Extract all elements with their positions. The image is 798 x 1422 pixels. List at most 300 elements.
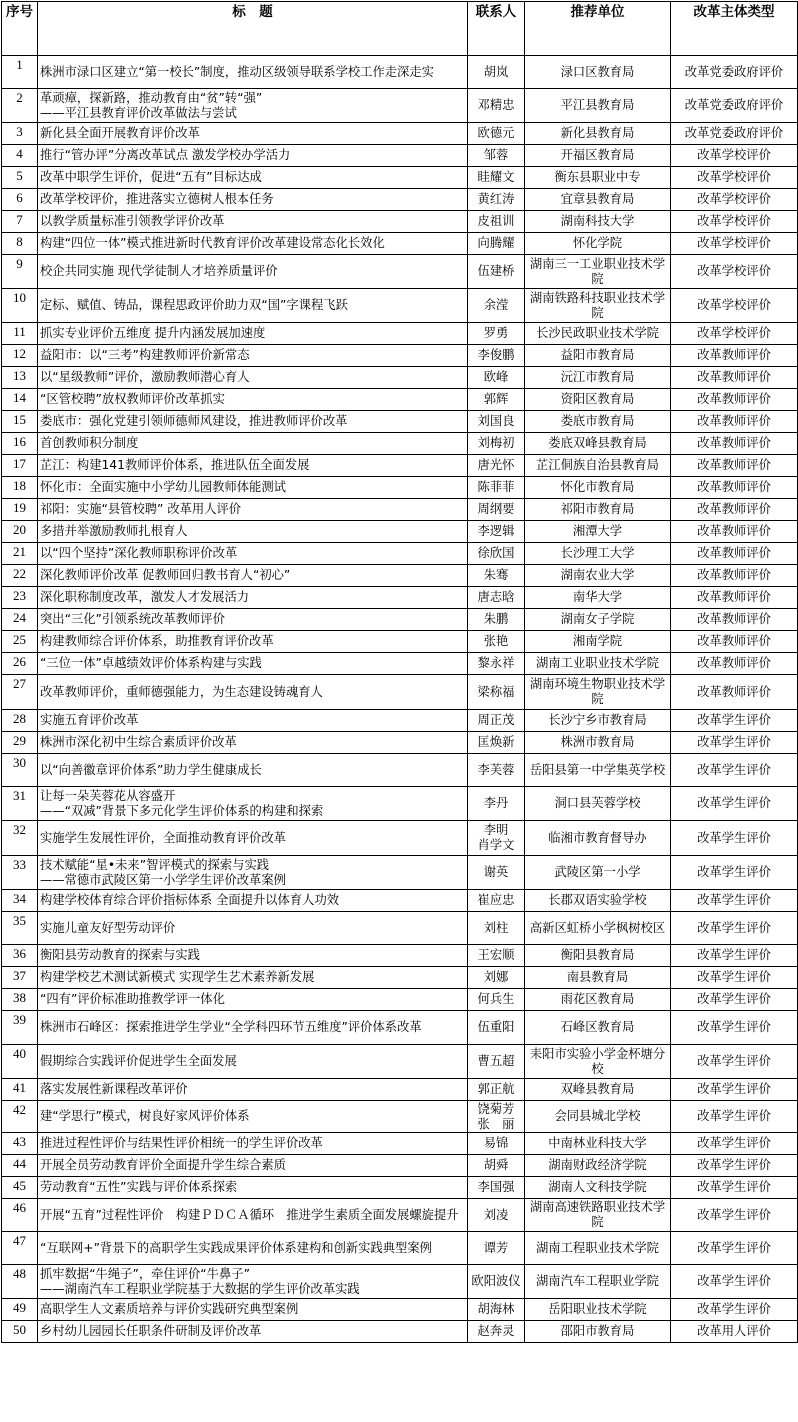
row-unit: 益阳市教育局 (525, 345, 671, 367)
row-title-text: “四有”评价标准助推教学评一体化 (40, 992, 225, 1006)
row-contact: 黄红涛 (468, 189, 525, 211)
table-row (2, 123, 798, 145)
row-number: 27 (2, 675, 38, 710)
row-contact: 曹五超 (468, 1045, 525, 1079)
row-title-text: 新化县全面开展教育评价改革 (40, 126, 200, 140)
row-title-text: 构建学校体育综合评价指标体系 全面提升以体育人功效 (40, 893, 340, 907)
row-unit: 资阳区教育局 (525, 389, 671, 411)
row-title-text: 突出“三化”引领系统改革教师评价 (40, 612, 225, 626)
row-contact: 刘柱 (468, 912, 525, 945)
row-number: 3 (2, 123, 38, 145)
row-type: 改革学生评价 (671, 1299, 798, 1321)
row-unit: 石峰区教育局 (525, 1011, 671, 1045)
row-number: 28 (2, 710, 38, 732)
row-contact: 唐志晗 (468, 587, 525, 609)
row-title (38, 189, 468, 211)
row-title-text: 假期综合实践评价促进学生全面发展 (40, 1054, 237, 1068)
row-number: 35 (2, 912, 38, 945)
row-type: 改革党委政府评价 (671, 56, 798, 89)
row-title-text: 株洲市深化初中生综合素质评价改革 (40, 735, 237, 749)
row-number: 33 (2, 856, 38, 890)
row-title-text: “区管校聘”放权教师评价改革抓实 (40, 392, 225, 406)
row-number: 23 (2, 587, 38, 609)
row-unit: 湖南女子学院 (525, 609, 671, 631)
row-contact: 邓精忠 (468, 89, 525, 123)
table-row (2, 732, 798, 754)
row-title-text: 乡村幼儿园园长任职条件研制及评价改革 (40, 1324, 262, 1338)
row-title (38, 499, 468, 521)
row-unit: 开福区教育局 (525, 145, 671, 167)
row-title-text: “三位一体”卓越绩效评价体系构建与实践 (40, 656, 262, 670)
row-type: 改革党委政府评价 (671, 89, 798, 123)
table-row (2, 631, 798, 653)
row-contact: 黎永祥 (468, 653, 525, 675)
row-type: 改革学生评价 (671, 1177, 798, 1199)
row-contact: 胡岚 (468, 56, 525, 89)
row-unit: 湖南工程职业技术学院 (525, 1232, 671, 1265)
row-contact: 周纲要 (468, 499, 525, 521)
row-number: 43 (2, 1133, 38, 1155)
row-type: 改革教师评价 (671, 455, 798, 477)
row-type: 改革教师评价 (671, 389, 798, 411)
row-type: 改革学生评价 (671, 821, 798, 856)
row-number: 7 (2, 211, 38, 233)
row-number: 13 (2, 367, 38, 389)
row-contact: 刘国良 (468, 411, 525, 433)
row-title (38, 967, 468, 989)
row-type: 改革教师评价 (671, 345, 798, 367)
row-title (38, 732, 468, 754)
row-contact: 刘娜 (468, 967, 525, 989)
row-title (38, 1079, 468, 1101)
row-type: 改革教师评价 (671, 477, 798, 499)
row-unit: 邵阳市教育局 (525, 1321, 671, 1343)
table-row (2, 1265, 798, 1299)
row-title-text: 深化教师评价改革 促教师回归教书育人“初心” (40, 568, 291, 582)
row-unit: 湖南人文科技学院 (525, 1177, 671, 1199)
row-unit: 衡东县职业中专 (525, 167, 671, 189)
row-title (38, 890, 468, 912)
row-contact: 伍重阳 (468, 1011, 525, 1045)
row-unit: 长郡双语实验学校 (525, 890, 671, 912)
row-title (38, 1155, 468, 1177)
row-title-text: 实施儿童友好型劳动评价 (40, 920, 176, 935)
table-row (2, 989, 798, 1011)
row-contact: 郭辉 (468, 389, 525, 411)
row-type: 改革教师评价 (671, 521, 798, 543)
row-title (38, 1232, 468, 1265)
row-number: 30 (2, 754, 38, 787)
row-title (38, 787, 468, 821)
row-contact: 何兵生 (468, 989, 525, 1011)
row-title (38, 543, 468, 565)
table-row (2, 609, 798, 631)
row-type: 改革学生评价 (671, 754, 798, 787)
row-subtitle-text: ——平江县教育评价改革做法与尝试 (40, 105, 237, 120)
table-row (2, 1155, 798, 1177)
row-unit: 衡阳县教育局 (525, 945, 671, 967)
table-row (2, 433, 798, 455)
row-number: 44 (2, 1155, 38, 1177)
row-contact: 向腾耀 (468, 233, 525, 255)
row-title (38, 1177, 468, 1199)
row-title (38, 945, 468, 967)
row-number: 18 (2, 477, 38, 499)
row-title-text: 构建教师综合评价体系，助推教育评价改革 (40, 634, 274, 648)
row-number: 50 (2, 1321, 38, 1343)
row-type: 改革学校评价 (671, 289, 798, 323)
row-number: 21 (2, 543, 38, 565)
row-number: 26 (2, 653, 38, 675)
row-type: 改革学生评价 (671, 912, 798, 945)
row-title-text: 构建学校艺术测试新模式 实现学生艺术素养新发展 (40, 970, 315, 984)
row-type: 改革学生评价 (671, 1155, 798, 1177)
row-unit: 芷江侗族自治县教育局 (525, 455, 671, 477)
row-number: 42 (2, 1101, 38, 1133)
case-list-table (1, 1, 798, 1343)
row-unit: 宜章县教育局 (525, 189, 671, 211)
row-title (38, 1101, 468, 1133)
row-title (38, 856, 468, 890)
row-unit: 新化县教育局 (525, 123, 671, 145)
row-title (38, 609, 468, 631)
table-row (2, 56, 798, 89)
row-type: 改革教师评价 (671, 499, 798, 521)
row-unit: 岳阳职业技术学院 (525, 1299, 671, 1321)
row-contact: 李丹 (468, 787, 525, 821)
row-type: 改革学生评价 (671, 890, 798, 912)
row-title (38, 587, 468, 609)
row-contact: 邹蓉 (468, 145, 525, 167)
row-number: 15 (2, 411, 38, 433)
row-type: 改革学校评价 (671, 167, 798, 189)
row-title-text: 落实发展性新课程改革评价 (40, 1082, 188, 1096)
row-title (38, 123, 468, 145)
row-title-text: 开展全员劳动教育评价全面提升学生综合素质 (40, 1158, 286, 1172)
row-title (38, 989, 468, 1011)
table-row (2, 289, 798, 323)
row-contact: 刘凌 (468, 1199, 525, 1232)
row-number: 36 (2, 945, 38, 967)
table-row (2, 477, 798, 499)
row-contact: 欧阳波仪 (468, 1265, 525, 1299)
row-number: 48 (2, 1265, 38, 1299)
row-unit: 湖南工业职业技术学院 (525, 653, 671, 675)
row-number: 9 (2, 255, 38, 289)
row-title-text: 多措并举激励教师扎根育人 (40, 524, 188, 538)
table-row (2, 1045, 798, 1079)
row-title (38, 912, 468, 945)
row-contact: 唐光怀 (468, 455, 525, 477)
row-type: 改革教师评价 (671, 653, 798, 675)
row-unit: 武陵区第一小学 (525, 856, 671, 890)
row-title-text: 首创教师积分制度 (40, 436, 139, 450)
table-row (2, 821, 798, 856)
header-title: 标 题 (38, 2, 468, 56)
row-number: 11 (2, 323, 38, 345)
row-title (38, 1299, 468, 1321)
row-type: 改革学生评价 (671, 1199, 798, 1232)
row-title-text: 祁阳：实施“县管校聘” 改革用人评价 (40, 502, 242, 516)
table-row (2, 675, 798, 710)
row-contact: 胡海林 (468, 1299, 525, 1321)
table-row (2, 565, 798, 587)
row-number: 37 (2, 967, 38, 989)
row-contact: 朱骞 (468, 565, 525, 587)
row-contact: 赵奔灵 (468, 1321, 525, 1343)
row-title (38, 521, 468, 543)
row-title-text: 建“学思行”模式，树良好家风评价体系 (40, 1109, 250, 1123)
row-unit: 湖南农业大学 (525, 565, 671, 587)
table-row (2, 89, 798, 123)
table-row (2, 211, 798, 233)
row-number: 39 (2, 1011, 38, 1045)
row-contact: 徐欣国 (468, 543, 525, 565)
row-unit: 会同县城北学校 (525, 1101, 671, 1133)
row-title (38, 211, 468, 233)
row-title-text: 高职学生人文素质培养与评价实践研究典型案例 (40, 1302, 299, 1316)
row-unit: 耒阳市实验小学金杯塘分校 (525, 1045, 671, 1079)
row-contact: 王宏顺 (468, 945, 525, 967)
row-title (38, 323, 468, 345)
row-number: 29 (2, 732, 38, 754)
row-unit: 临湘市教育督导办 (525, 821, 671, 856)
row-unit: 双峰县教育局 (525, 1079, 671, 1101)
row-number: 1 (2, 56, 38, 89)
row-title (38, 477, 468, 499)
table-row (2, 787, 798, 821)
row-contact: 李俊鹏 (468, 345, 525, 367)
row-title (38, 1045, 468, 1079)
row-contact: 周正茂 (468, 710, 525, 732)
row-type: 改革学校评价 (671, 211, 798, 233)
row-contact: 眭耀文 (468, 167, 525, 189)
row-number: 38 (2, 989, 38, 1011)
row-type: 改革学校评价 (671, 189, 798, 211)
row-type: 改革教师评价 (671, 587, 798, 609)
row-unit: 南县教育局 (525, 967, 671, 989)
row-type: 改革学生评价 (671, 1079, 798, 1101)
row-title-text: 改革中职学生评价，促进“五有”目标达成 (40, 170, 262, 184)
table-row (2, 145, 798, 167)
row-contact: 欧德元 (468, 123, 525, 145)
table-row (2, 345, 798, 367)
row-unit: 沅江市教育局 (525, 367, 671, 389)
header-row (2, 2, 798, 56)
row-unit: 南华大学 (525, 587, 671, 609)
row-title (38, 289, 468, 323)
table-row (2, 411, 798, 433)
row-contact: 李逻辑 (468, 521, 525, 543)
row-number: 34 (2, 890, 38, 912)
row-unit: 湖南高速铁路职业技术学院 (525, 1199, 671, 1232)
table-row (2, 367, 798, 389)
row-title (38, 389, 468, 411)
table-row (2, 1079, 798, 1101)
row-number: 8 (2, 233, 38, 255)
row-type: 改革学生评价 (671, 945, 798, 967)
row-number: 12 (2, 345, 38, 367)
row-number: 19 (2, 499, 38, 521)
row-title-text: 革顽瘴，探新路，推动教育由“贫”转“强” (40, 90, 263, 105)
row-title (38, 367, 468, 389)
row-title-text: 改革教师评价，重师德强能力，为生态建设铸魂育人 (40, 684, 323, 699)
row-number: 22 (2, 565, 38, 587)
row-number: 5 (2, 167, 38, 189)
table-row (2, 189, 798, 211)
row-contact: 匡焕新 (468, 732, 525, 754)
row-type: 改革学生评价 (671, 1101, 798, 1133)
row-title-text: 开展“五育”过程性评价 构建ＰＤＣＡ循环 推进学生素质全面发展螺旋提升 (40, 1207, 459, 1222)
row-title (38, 631, 468, 653)
row-unit: 怀化学院 (525, 233, 671, 255)
row-contact: 皮祖训 (468, 211, 525, 233)
header-type: 改革主体类型 (671, 2, 798, 56)
table-row (2, 255, 798, 289)
table-row (2, 323, 798, 345)
row-type: 改革用人评价 (671, 1321, 798, 1343)
row-contact: 张艳 (468, 631, 525, 653)
row-contact: 饶菊芳 张 丽 (468, 1101, 525, 1133)
row-number: 10 (2, 289, 38, 323)
table-row (2, 890, 798, 912)
row-title-text: 改革学校评价，推进落实立德树人根本任务 (40, 192, 274, 206)
row-title (38, 89, 468, 123)
row-unit: 湖南汽车工程职业学院 (525, 1265, 671, 1299)
table-row (2, 389, 798, 411)
row-title-text: 以教学质量标准引领教学评价改革 (40, 214, 225, 228)
table-row (2, 587, 798, 609)
row-title-text: 衡阳县劳动教育的探索与实践 (40, 948, 200, 962)
row-unit: 株洲市教育局 (525, 732, 671, 754)
row-title-text: 实施五育评价改革 (40, 713, 139, 727)
row-unit: 洞口县芙蓉学校 (525, 787, 671, 821)
row-title (38, 710, 468, 732)
row-title (38, 455, 468, 477)
row-title (38, 345, 468, 367)
row-contact: 欧峰 (468, 367, 525, 389)
row-title (38, 233, 468, 255)
row-title (38, 433, 468, 455)
row-type: 改革学生评价 (671, 1265, 798, 1299)
row-type: 改革学校评价 (671, 145, 798, 167)
row-title-text: 芷江：构建141教师评价体系，推进队伍全面发展 (40, 458, 310, 472)
row-unit: 岳阳县第一中学集英学校 (525, 754, 671, 787)
row-number: 45 (2, 1177, 38, 1199)
row-type: 改革学校评价 (671, 233, 798, 255)
row-unit: 雨花区教育局 (525, 989, 671, 1011)
row-title-text: “互联网+”背景下的高职学生实践成果评价体系建构和创新实践典型案例 (40, 1240, 432, 1255)
row-title (38, 1321, 468, 1343)
row-contact: 谭芳 (468, 1232, 525, 1265)
row-type: 改革教师评价 (671, 609, 798, 631)
row-type: 改革教师评价 (671, 433, 798, 455)
table-row (2, 912, 798, 945)
table-row (2, 653, 798, 675)
row-title (38, 821, 468, 856)
row-title-text: 实施学生发展性评价，全面推动教育评价改革 (40, 830, 286, 845)
row-type: 改革教师评价 (671, 631, 798, 653)
row-title-text: 以“向善徽章评价体系”助力学生健康成长 (40, 762, 262, 777)
row-unit: 湘南学院 (525, 631, 671, 653)
row-type: 改革教师评价 (671, 367, 798, 389)
row-title (38, 167, 468, 189)
table-row (2, 945, 798, 967)
row-subtitle-text: ——湖南汽车工程职业学院基于大数据的学生评价改革实践 (40, 1281, 360, 1296)
row-number: 4 (2, 145, 38, 167)
row-type: 改革学生评价 (671, 1133, 798, 1155)
row-unit: 长沙宁乡市教育局 (525, 710, 671, 732)
row-contact: 梁称福 (468, 675, 525, 710)
row-subtitle-text: ——常德市武陵区第一小学学生评价改革案例 (40, 872, 286, 887)
row-type: 改革学生评价 (671, 732, 798, 754)
row-contact: 李明 肖学文 (468, 821, 525, 856)
row-title-text: 抓实专业评价五维度 提升内涵发展加速度 (40, 326, 266, 340)
row-number: 16 (2, 433, 38, 455)
row-number: 31 (2, 787, 38, 821)
table-row (2, 967, 798, 989)
row-title-text: 株洲市渌口区建立“第一校长”制度，推动区级领导联系学校工作走深走实 (40, 64, 434, 79)
table-row (2, 856, 798, 890)
row-type: 改革学校评价 (671, 255, 798, 289)
row-type: 改革学生评价 (671, 1045, 798, 1079)
row-unit: 湘潭大学 (525, 521, 671, 543)
row-number: 20 (2, 521, 38, 543)
row-title (38, 1265, 468, 1299)
row-type: 改革党委政府评价 (671, 123, 798, 145)
row-title (38, 1011, 468, 1045)
row-title-text: 推行“管办评”分离改革试点 激发学校办学活力 (40, 148, 291, 162)
row-type: 改革学生评价 (671, 710, 798, 732)
row-title (38, 754, 468, 787)
row-type: 改革教师评价 (671, 675, 798, 710)
row-contact: 谢英 (468, 856, 525, 890)
row-contact: 郭正航 (468, 1079, 525, 1101)
row-unit: 娄底双峰县教育局 (525, 433, 671, 455)
table-row (2, 1133, 798, 1155)
row-title-text: 构建“四位一体”模式推进新时代教育评价改革建设常态化长效化 (40, 236, 385, 250)
row-unit: 渌口区教育局 (525, 56, 671, 89)
row-title-text: 校企共同实施 现代学徒制人才培养质量评价 (40, 264, 278, 278)
table-row (2, 1177, 798, 1199)
row-number: 46 (2, 1199, 38, 1232)
row-number: 17 (2, 455, 38, 477)
header-unit: 推荐单位 (525, 2, 671, 56)
row-subtitle-text: ——“双减”背景下多元化学生评价体系的构建和探索 (40, 803, 324, 818)
table-row (2, 167, 798, 189)
row-title-text: 株洲市石峰区：探索推进学生学业“全学科四环节五维度”评价体系改革 (40, 1020, 422, 1034)
row-unit: 怀化市教育局 (525, 477, 671, 499)
row-contact: 余滢 (468, 289, 525, 323)
row-title-text: 娄底市：强化党建引领师德师风建设，推进教师评价改革 (40, 414, 348, 428)
row-unit: 湖南铁路科技职业技术学院 (525, 289, 671, 323)
row-unit: 湖南科技大学 (525, 211, 671, 233)
row-type: 改革教师评价 (671, 565, 798, 587)
row-unit: 长沙民政职业技术学院 (525, 323, 671, 345)
table-row (2, 754, 798, 787)
row-number: 41 (2, 1079, 38, 1101)
row-number: 25 (2, 631, 38, 653)
table-row (2, 1011, 798, 1045)
row-title (38, 675, 468, 710)
row-contact: 刘梅初 (468, 433, 525, 455)
table-row (2, 1101, 798, 1133)
row-title (38, 145, 468, 167)
row-title-text: 抓牢数据“牛绳子”，牵住评价“牛鼻子” (40, 1266, 250, 1281)
row-type: 改革教师评价 (671, 543, 798, 565)
table-row (2, 1232, 798, 1265)
table-row (2, 710, 798, 732)
